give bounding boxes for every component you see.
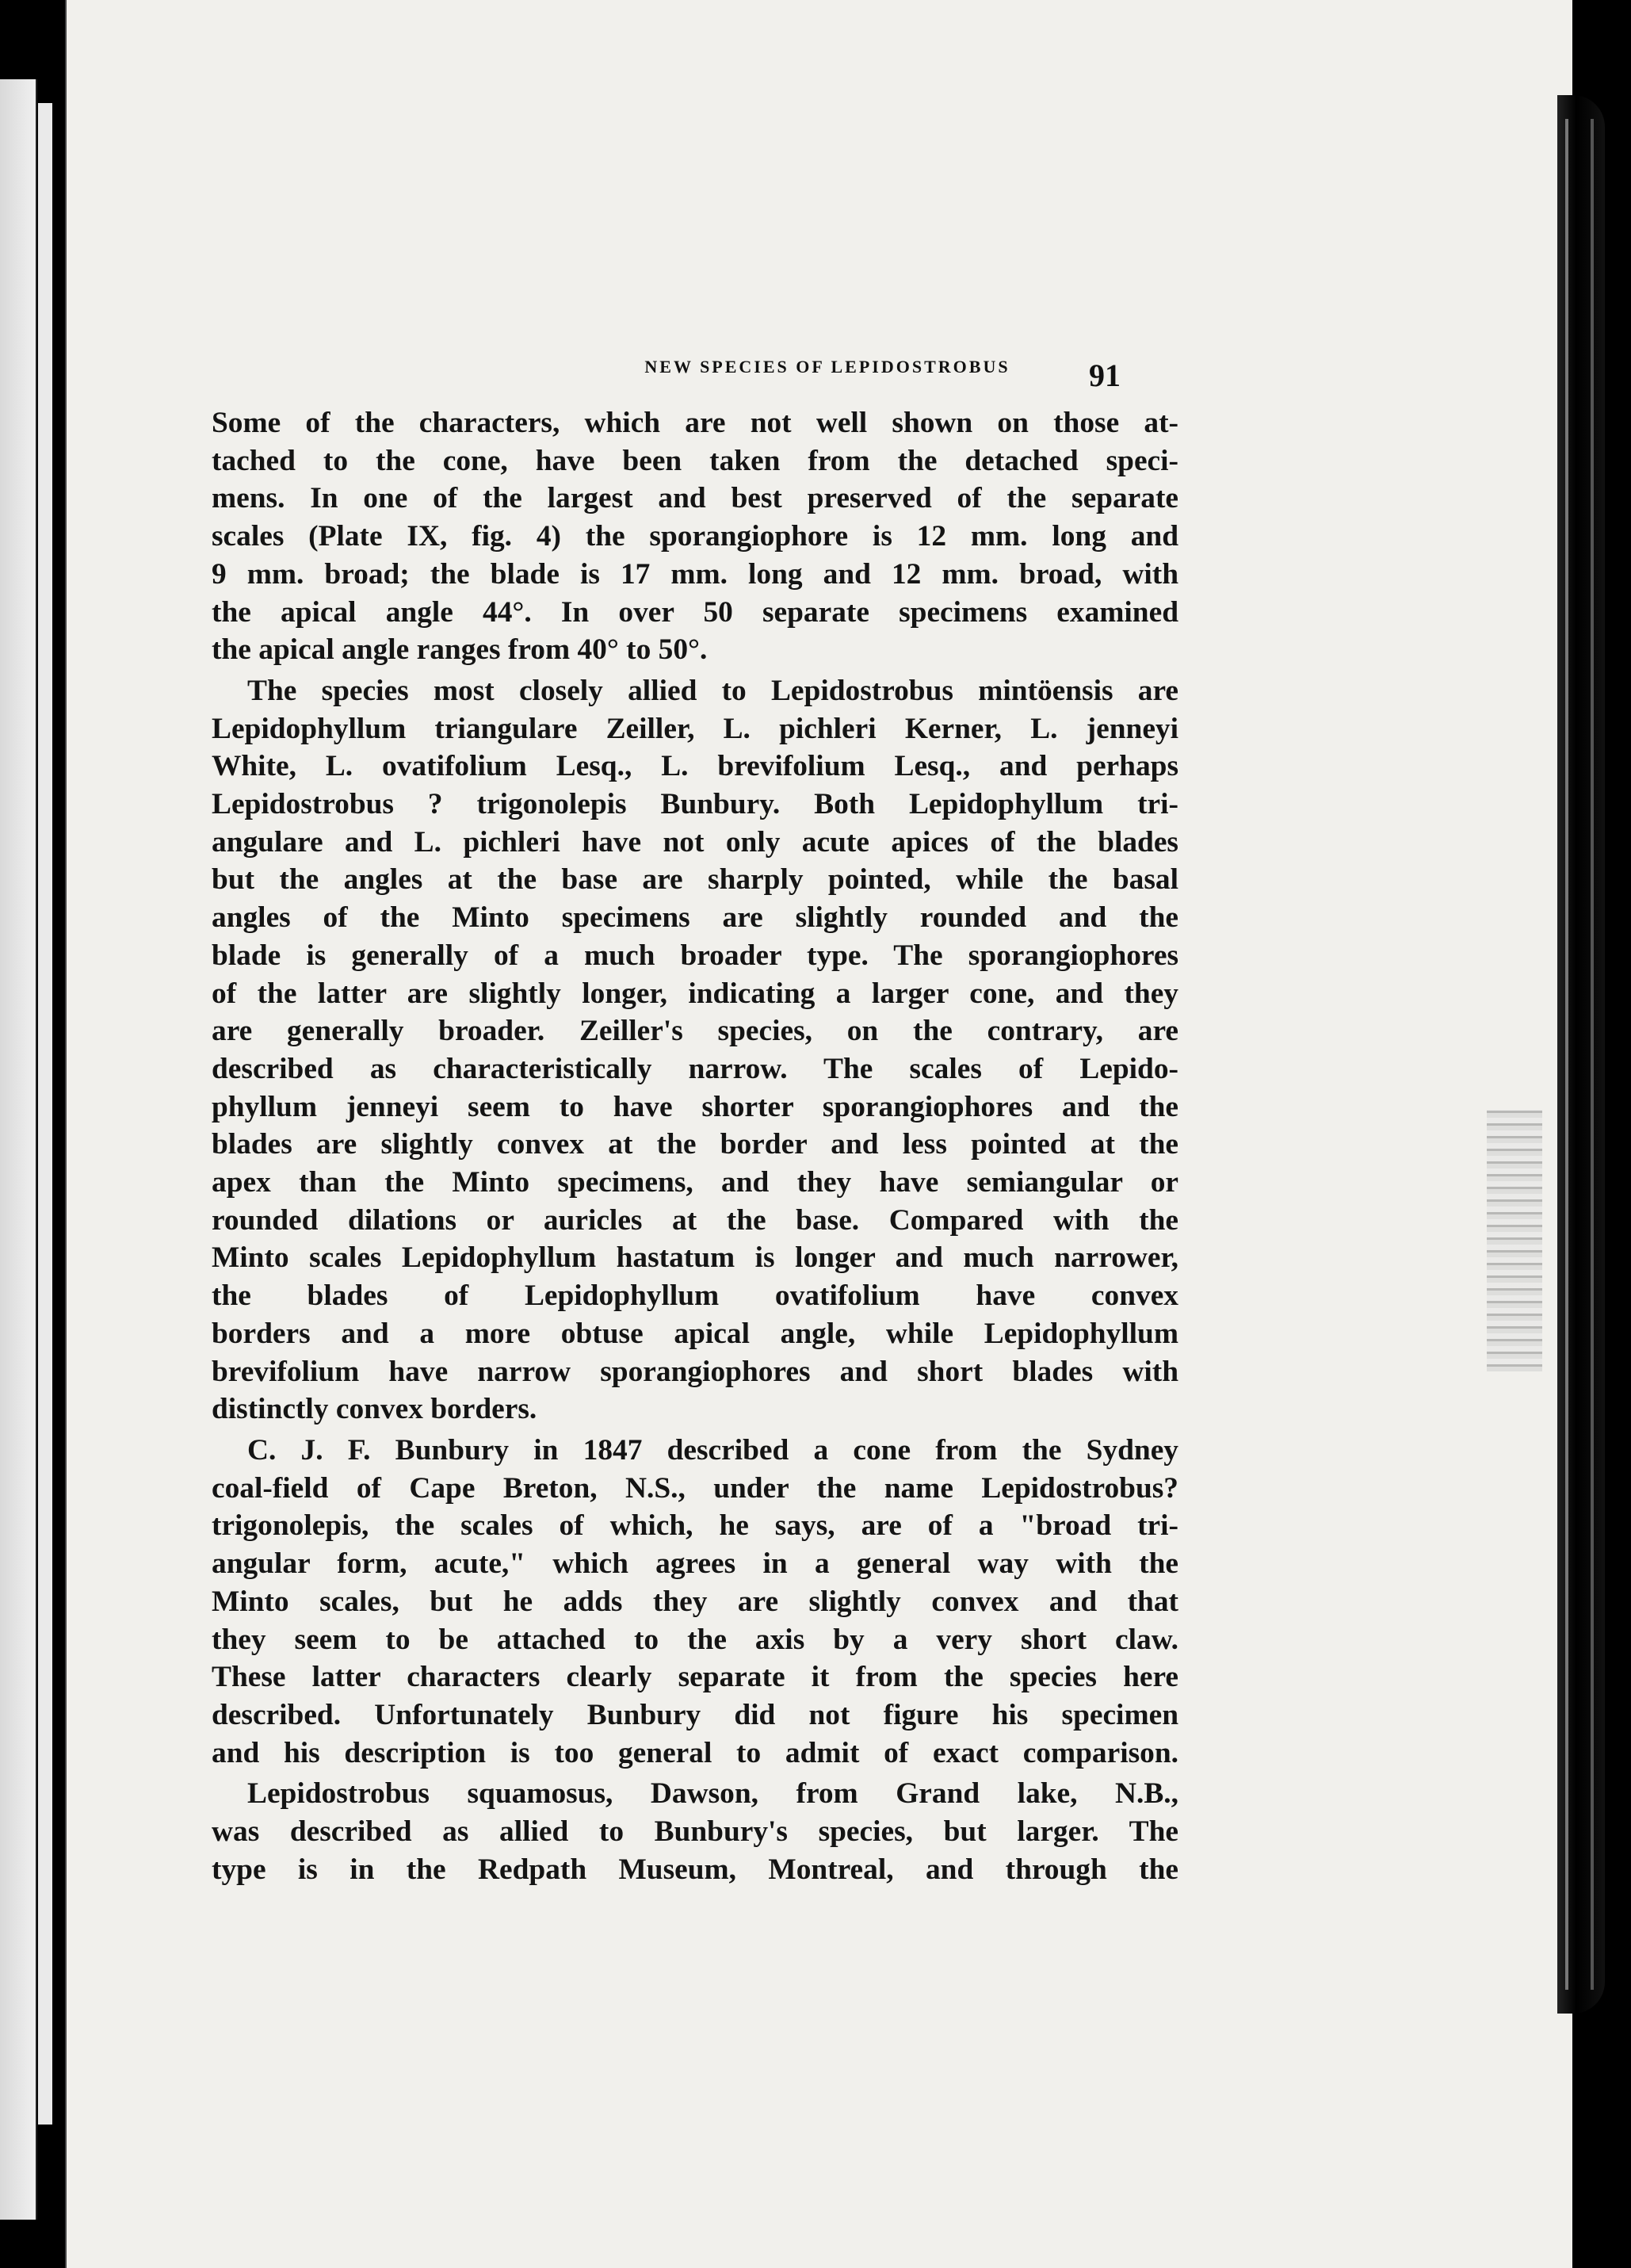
text-line: the apical angle ranges from 40° to 50°.: [212, 633, 708, 667]
margin-bleed-through: [1487, 1110, 1542, 1371]
paragraph-3: [212, 1432, 1178, 1772]
text-line: C. J. F. Bunbury in 1847 described a cone from the Sydney: [247, 1433, 1178, 1467]
text-line: angles of the Minto specimens are slightly rounded and the: [212, 901, 1178, 935]
text-line: the blades of Lepidophyllum ovatifolium have convex: [212, 1279, 1178, 1313]
running-head: [67, 357, 1572, 393]
text-line: scales (Plate IX, fig. 4) the sporangiophore is 12 mm. long and: [212, 520, 1178, 553]
text-line: Some of the characters, which are not well shown on those at-: [212, 407, 1178, 439]
text-line: of the latter are slightly longer, indicating a larger cone, and they: [212, 977, 1178, 1010]
text-line: Minto scales Lepidophyllum hastatum is longer and much narrower,: [212, 1241, 1178, 1275]
text-line: borders and a more obtuse apical angle, while Lepidophyllum: [212, 1317, 1178, 1350]
text-line: Lepidostrobus squamosus, Dawson, from Grand lake, N.B.,: [247, 1777, 1178, 1811]
page-number: 91: [1089, 358, 1121, 393]
book-page: [65, 0, 1572, 2268]
running-head-title: NEW SPECIES OF LEPIDOSTROBUS: [644, 357, 1010, 377]
text-line: blade is generally of a much broader type. The sporangiophores: [212, 939, 1178, 972]
text-line: blades are slightly convex at the border and less pointed at the: [212, 1128, 1178, 1161]
text-line: Lepidostrobus ? trigonolepis Bunbury. Both Lepidophyllum tri-: [212, 788, 1178, 821]
text-line: 9 mm. broad; the blade is 17 mm. long and 12 mm. broad, with: [212, 557, 1178, 591]
text-line: phyllum jenneyi seem to have shorter sporangiophores and the: [212, 1090, 1178, 1123]
book-spine-edge: [1557, 95, 1605, 2014]
facing-page-edge: [0, 79, 37, 2220]
text-line: White, L. ovatifolium Lesq., L. brevifolium Lesq., and perhaps: [212, 750, 1178, 783]
paragraph-4: [212, 1775, 1178, 1888]
text-line: These latter characters clearly separate it from the species here: [212, 1661, 1178, 1694]
paragraph-2: [212, 672, 1178, 1428]
text-line: apex than the Minto specimens, and they have semiangular or: [212, 1166, 1178, 1199]
text-line: coal-field of Cape Breton, N.S., under the name Lepidostrobus?: [212, 1471, 1178, 1505]
text-line: the apical angle 44°. In over 50 separate specimens examined: [212, 595, 1178, 629]
text-line: described as characteristically narrow. The scales of Lepido-: [212, 1052, 1178, 1085]
text-line: they seem to be attached to the axis by a very short claw.: [212, 1623, 1178, 1656]
paragraph-1: [212, 404, 1178, 669]
text-line: mens. In one of the largest and best preserved of the separate: [212, 482, 1178, 515]
text-line: and his description is too general to admit of exact comparison.: [212, 1736, 1178, 1769]
text-line: angular form, acute," which agrees in a general way with the: [212, 1547, 1178, 1581]
text-line: was described as allied to Bunbury's species, but larger. The: [212, 1815, 1178, 1849]
text-line: The species most closely allied to Lepidostrobus mintöensis are: [247, 674, 1178, 707]
text-line: but the angles at the base are sharply pointed, while the basal: [212, 863, 1178, 897]
text-line: tached to the cone, have been taken from the detached speci-: [212, 444, 1178, 477]
text-line: trigonolepis, the scales of which, he says, are of a "broad tri-: [212, 1509, 1178, 1543]
text-line: Lepidophyllum triangulare Zeiller, L. pichleri Kerner, L. jenneyi: [212, 712, 1178, 745]
text-line: are generally broader. Zeiller's species, on the contrary, are: [212, 1015, 1178, 1048]
spine-stripe: [1565, 119, 1594, 1990]
text-line: brevifolium have narrow sporangiophores and short blades with: [212, 1355, 1178, 1388]
text-line: distinctly convex borders.: [212, 1393, 537, 1426]
facing-page-margin: [38, 103, 52, 2125]
text-line: type is in the Redpath Museum, Montreal, and through the: [212, 1853, 1178, 1886]
text-line: described. Unfortunately Bunbury did not figure his specimen: [212, 1698, 1178, 1731]
text-line: Minto scales, but he adds they are slightly convex and that: [212, 1585, 1178, 1618]
text-line: rounded dilations or auricles at the base. Compared with the: [212, 1203, 1178, 1237]
body-text: [212, 404, 1178, 1888]
text-line: angulare and L. pichleri have not only acute apices of the blades: [212, 825, 1178, 859]
